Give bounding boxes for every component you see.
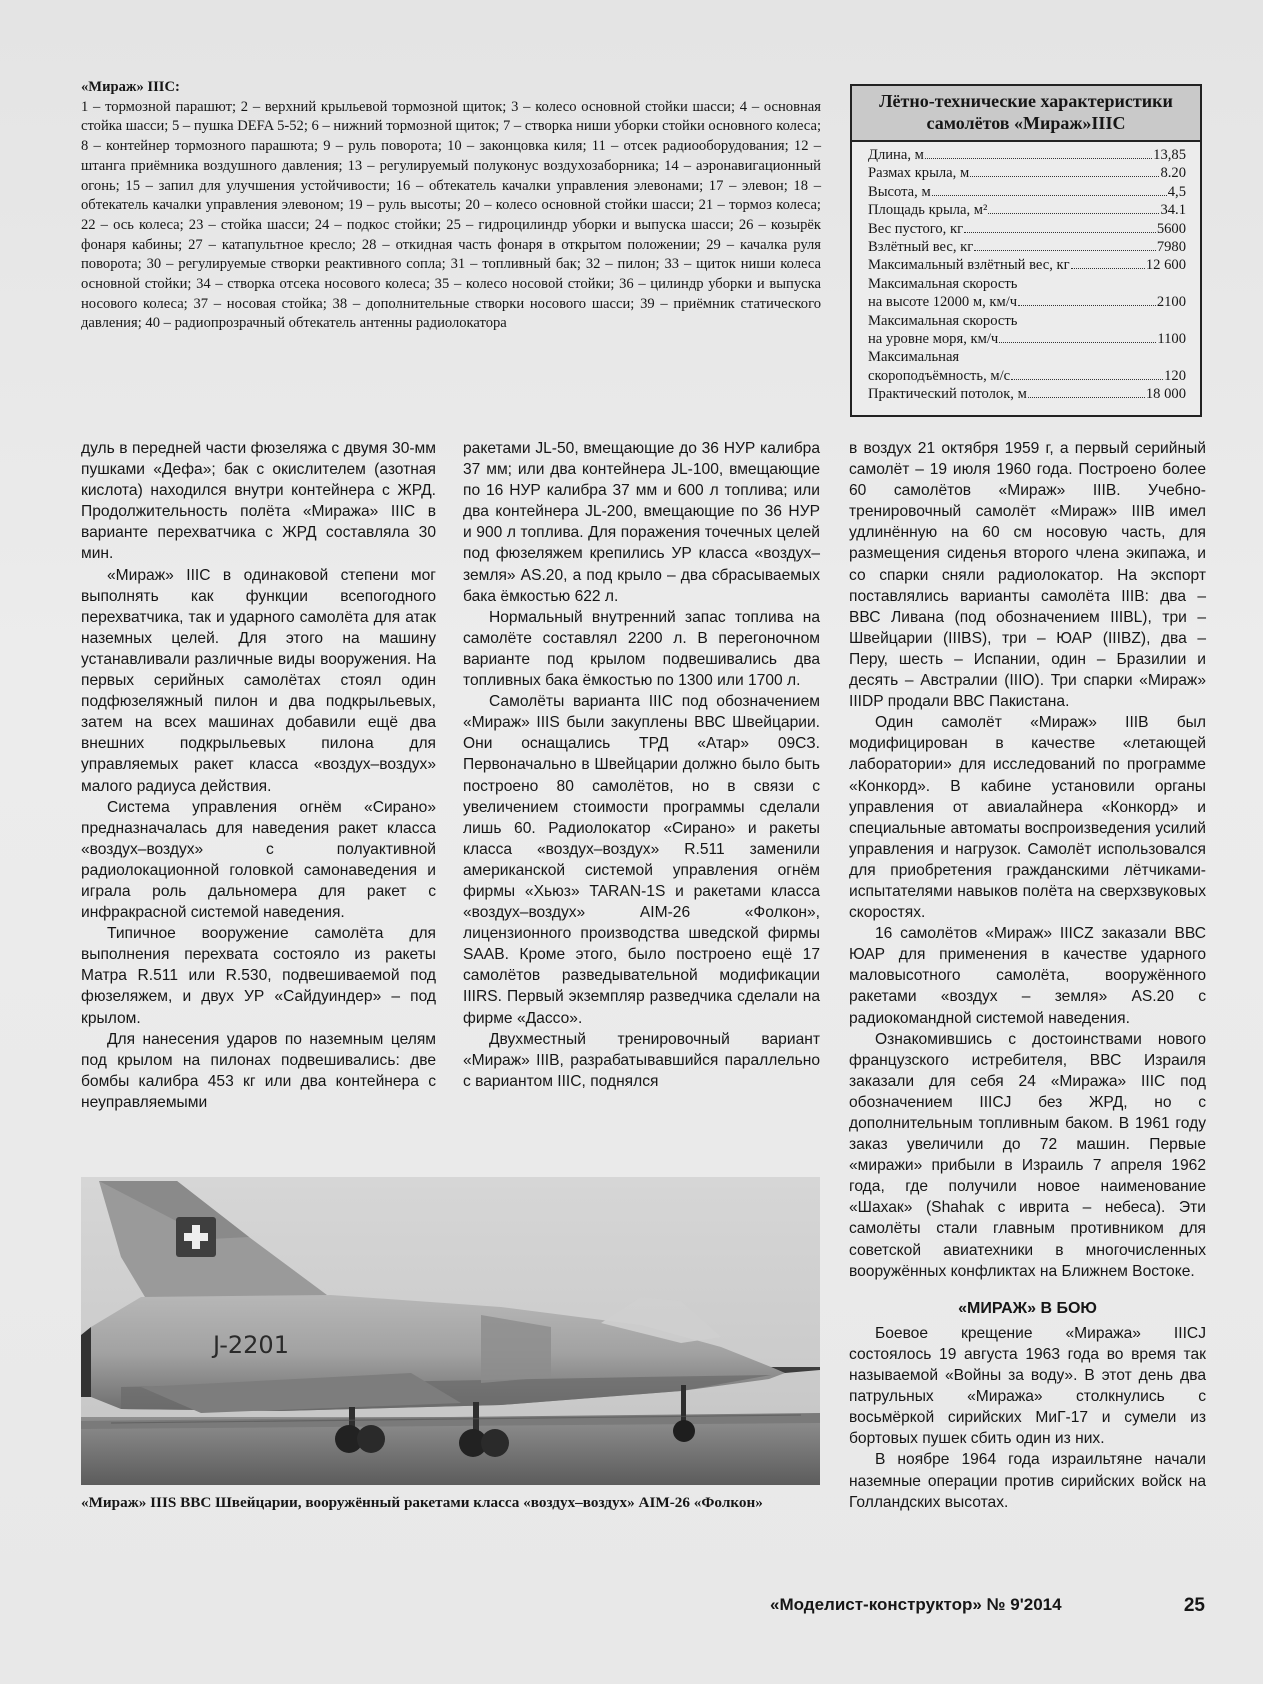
section-heading: «МИРАЖ» В БОЮ <box>958 1299 1097 1317</box>
specs-table <box>850 84 1202 417</box>
page-footer <box>770 1595 1205 1617</box>
spec-value: 7980 <box>1156 239 1186 256</box>
leader-dots <box>1071 268 1145 269</box>
spec-row <box>868 367 1186 385</box>
aircraft-photo <box>81 1177 820 1485</box>
spec-row <box>868 385 1186 403</box>
paragraph: Самолёты варианта IIIC под обозначением «Мираж» IIIS были закуплены ВВС Швейцарии. Они оснащались ТРД «Атар» 09СЗ. Первоначально в Швейцарии должно было быть построено 80 самолётов, но в связи с увеличением стоимости программы сделали лишь 60. Радиолокатор «Сирано» и ракеты класса «воздух–воздух» R.511 заменили американской системой управления огнём фирмы «Хьюз» TARAN-1S и ракетами класса «воздух–воздух» AIM-26 «Фолкон», лицензионного производства шведской фирмы SAAB. Кроме этого, было построено ещё 17 самолётов разведывательной модификации IIIRS. Первый экземпляр разведчика сделали на фирме «Дассо». <box>463 693 820 1027</box>
specs-title: Лётно-технические характеристики самолётов «Мираж»IIIC <box>852 86 1200 142</box>
text-column-3-main <box>849 438 1206 1282</box>
tail-number: J-2201 <box>213 1331 289 1359</box>
mirage-aircraft-image <box>81 1177 820 1485</box>
paragraph: Система управления огнём «Сирано» предназначалась для наведения ракет класса «воздух–воздух» с полуактивной радиолокационной головкой самонаведения и играла роль дальномера для ракет с инфракрасной системой наведения. <box>81 798 436 922</box>
spec-label: Высота, м <box>868 183 931 200</box>
leader-dots <box>970 176 1159 177</box>
spec-value: 2100 <box>1156 294 1186 311</box>
legend-text: 1 – тормозной парашют; 2 – верхний крыльевой тормозной щиток; 3 – колесо основной стойки шасси; 4 – основная стойка шасси; 5 – пушка DEFA 5-52; 6 – нижний тормозной щиток; 7 – створка ниши уборки стойки основного колеса; 8 – контейнер тормозного парашюта; 9 – руль поворота; 10 – законцовка киля; 11 – отсек радиооборудования; 12 – штанга приёмника воздушного давления; 13 – регулируемый полуконус воздухозаборника; 14 – аэронавигационный огонь; 15 – запил для улучшения устойчивости; 16 – обтекатель качалки управления элевонами; 17 – элевон; 18 – обтекатель качалки управления элевоном; 19 – руль высоты; 20 – колесо основной стойки шасси; 21 – тормоз колеса; 22 – ось колеса; 23 – стойка шасси; 24 – подкос стойки; 25 – гидроцилиндр уборки и выпуска шасси; 26 – козырёк фонаря кабины; 27 – катапультное кресло; 28 – откидная часть фонаря в открытом положении; 29 – качалка руля поворота; 30 – регулируемые створки реактивного сопла; 31 – топливный бак; 32 – пилон; 33 – щиток ниши колеса основной стойки; 34 – створка отсека носового колеса; 35 – колесо носовой стойки; 36 – цилиндр уборки и выпуска носового колеса; 37 – носовая стойка; 38 – дополнительные створки носового шасси; 39 – приёмник статического давления; 40 – радиопрозрачный обтекатель антенны радиолокатора <box>81 98 821 332</box>
spec-row <box>868 330 1186 348</box>
spec-row <box>868 293 1186 311</box>
spec-row <box>868 164 1186 182</box>
spec-value: 18 000 <box>1145 386 1186 403</box>
text-column-3 <box>849 438 1206 1513</box>
legend-title: «Мираж» IIIС: <box>81 79 180 95</box>
leader-dots <box>964 232 1156 233</box>
spec-label: Площадь крыла, м² <box>868 202 988 219</box>
spec-row <box>868 256 1186 274</box>
leader-dots <box>999 342 1156 343</box>
spec-value: 8.20 <box>1160 165 1186 182</box>
spec-label: Вес пустого, кг <box>868 220 964 237</box>
paragraph: Типичное вооружение самолёта для выполнения перехвата состояло из ракеты Матра R.511 или R.530, подвешиваемой под фюзеляжем, и двух УР «Сайдуиндер» – под крылом. <box>81 925 436 1027</box>
leader-dots <box>1018 305 1156 306</box>
magazine-issue: «Моделист-конструктор» № 9'2014 <box>770 1595 1062 1614</box>
spec-value: 34.1 <box>1160 202 1186 219</box>
leader-dots <box>974 250 1156 251</box>
leader-dots <box>988 213 1159 214</box>
spec-label-line: Максимальная скорость <box>868 312 1018 329</box>
spec-label: Максимальный взлётный вес, кг <box>868 257 1070 274</box>
spec-row <box>868 201 1186 219</box>
spec-row <box>868 183 1186 201</box>
leader-dots <box>1028 397 1145 398</box>
spec-value: 4,5 <box>1167 183 1186 200</box>
paragraph: Боевое крещение «Миража» IIICJ состоялось 19 августа 1963 года во время так называемой «Войны за воду». В этот день два патрульных «Миража» столкнулись с восьмёркой сирийских МиГ-17 и сумели из бортовых пушек сбить один из них. <box>849 1324 1206 1448</box>
leader-dots <box>925 158 1152 159</box>
text-column-3-section <box>849 1323 1206 1513</box>
spec-label: Практический потолок, м <box>868 386 1027 403</box>
paragraph: 16 самолётов «Мираж» IIICZ заказали ВВС ЮАР для применения в качестве ударного маловысотного самолёта, вооружённого ракетами «воздух – земля» AS.20 с радиокомандной системой наведения. <box>849 925 1206 1027</box>
paragraph: Для нанесения ударов по наземным целям под крылом на пилонах подвешивались: две бомбы калибра 453 кг или два контейнера с неуправляемыми <box>81 1030 436 1111</box>
spec-label: Длина, м <box>868 147 924 163</box>
text-column-2 <box>463 438 820 1092</box>
photo-caption: «Мираж» IIIS ВВС Швейцарии, вооружённый ракетами класса «воздух–воздух» AIM-26 «Фолкон» <box>81 1494 763 1511</box>
text-column-1 <box>81 438 436 1113</box>
specs-rows <box>852 142 1200 404</box>
spec-row <box>868 220 1186 238</box>
spec-value: 13,85 <box>1153 147 1186 163</box>
paragraph: В ноябре 1964 года израильтяне начали наземные операции против сирийских войск на Голландских высотах. <box>849 1451 1206 1511</box>
paragraph: ракетами JL-50, вмещающие до 36 НУР калибра 37 мм; или два контейнера JL-100, вмещающие по 16 НУР калибра 37 мм и 600 л топлива; или два контейнера JL-200, вмещающие по 36 НУР и 900 л топлива. Для поражения точечных целей под фюзеляжем крепились УР класса «воздух–земля» AS.20, а под крыло – два сбрасываемых бака ёмкостью 622 л. <box>463 440 820 605</box>
paragraph: Один самолёт «Мираж» IIIB был модифицирован в качестве «летающей лаборатории» для исследований по программе «Конкорд». В кабине установили органы управления от авиалайнера «Конкорд» и специальные автоматы воспроизведения усилий управления и нагрузок. Самолёт использовался для приобретения гражданскими лётчиками-испытателями навыков полёта на сверхзвуковых скоростях. <box>849 714 1206 922</box>
paragraph: Ознакомившись с достоинствами нового французского истребителя, ВВС Израиля заказали для себя 24 «Миража» IIIC под обозначением IIICJ без ЖРД, но с дополнительным топливным баком. В 1961 году заказ увеличили до 72 машин. Первые «миражи» прибыли в Израиль 7 апреля 1962 года, где получили новое наименование «Шахак» (Shahak с иврита – небеса). Эти самолёты стали главным противником для советской авиатехники в многочисленных вооружённых конфликтах на Ближнем Востоке. <box>849 1030 1206 1280</box>
spec-row <box>868 238 1186 256</box>
spec-label-line: Максимальная скорость <box>868 275 1018 292</box>
paragraph: Двухместный тренировочный вариант «Мираж» IIIB, разрабатывавшийся параллельно с вариантом IIIC, поднялся <box>463 1030 820 1090</box>
leader-dots <box>932 195 1167 196</box>
paragraph: «Мираж» IIIC в одинаковой степени мог выполнять как функции всепогодного перехватчика, так и ударного самолёта для атак наземных целей. Для этого на машину устанавливали различные виды вооружения. На первых серийных самолётах стоял один подфюзеляжный пилон и два подкрыльевых, затем на всех машинах добавили ещё два внешних подкрыльевых пилона для управляемых ракет класса «воздух–воздух» малого радиуса действия. <box>81 566 436 795</box>
spec-label: на высоте 12000 м, км/ч <box>868 294 1018 311</box>
spec-row <box>868 146 1186 164</box>
spec-label-line: Максимальная <box>868 349 960 366</box>
leader-dots <box>1011 379 1163 380</box>
paragraph: дуль в передней части фюзеляжа с двумя 30-мм пушками «Дефа»; бак с окислителем (азотная кислота) находился внутри контейнера с ЖРД. Продолжительность полёта «Миража» IIIC в варианте перехватчика с ЖРД составляла 30 мин. <box>81 440 436 563</box>
spec-label: Размах крыла, м <box>868 165 970 182</box>
spec-value: 12 600 <box>1145 257 1186 274</box>
spec-label: скороподъёмность, м/с <box>868 367 1011 384</box>
spec-label: на уровне моря, км/ч <box>868 331 999 348</box>
spec-value: 1100 <box>1157 331 1186 348</box>
page-number: 25 <box>1183 1595 1205 1616</box>
paragraph: в воздух 21 октября 1959 г, а первый серийный самолёт – 19 июля 1960 года. Построено более 60 самолётов «Мираж» IIIB. Учебно-тренировочный самолёт «Мираж» IIIB имел удлинённую на 60 см носовую часть, для размещения сиденья второго члена экипажа, и со спарки сняли радиолокатор. На экспорт поставлялись варианты самолёта IIIB: два – ВВС Ливана (под обозначением IIIBL), три – Швейцарии (IIIBS), три – ЮАР (IIIBZ), два – Перу, шесть – Испании, один – Бразилии и десять – Австралии (IIIO). Три спарки «Мираж» IIIDP продали ВВС Пакистана. <box>849 440 1206 711</box>
paragraph: Нормальный внутренний запас топлива на самолёте составлял 2200 л. В перегоночном варианте под крылом подвешивались два топливных бака ёмкостью по 1300 или 1700 л. <box>463 608 820 690</box>
spec-value: 120 <box>1164 367 1186 384</box>
spec-value: 5600 <box>1156 220 1186 237</box>
spec-label: Взлётный вес, кг <box>868 239 974 256</box>
diagram-legend <box>81 78 821 334</box>
